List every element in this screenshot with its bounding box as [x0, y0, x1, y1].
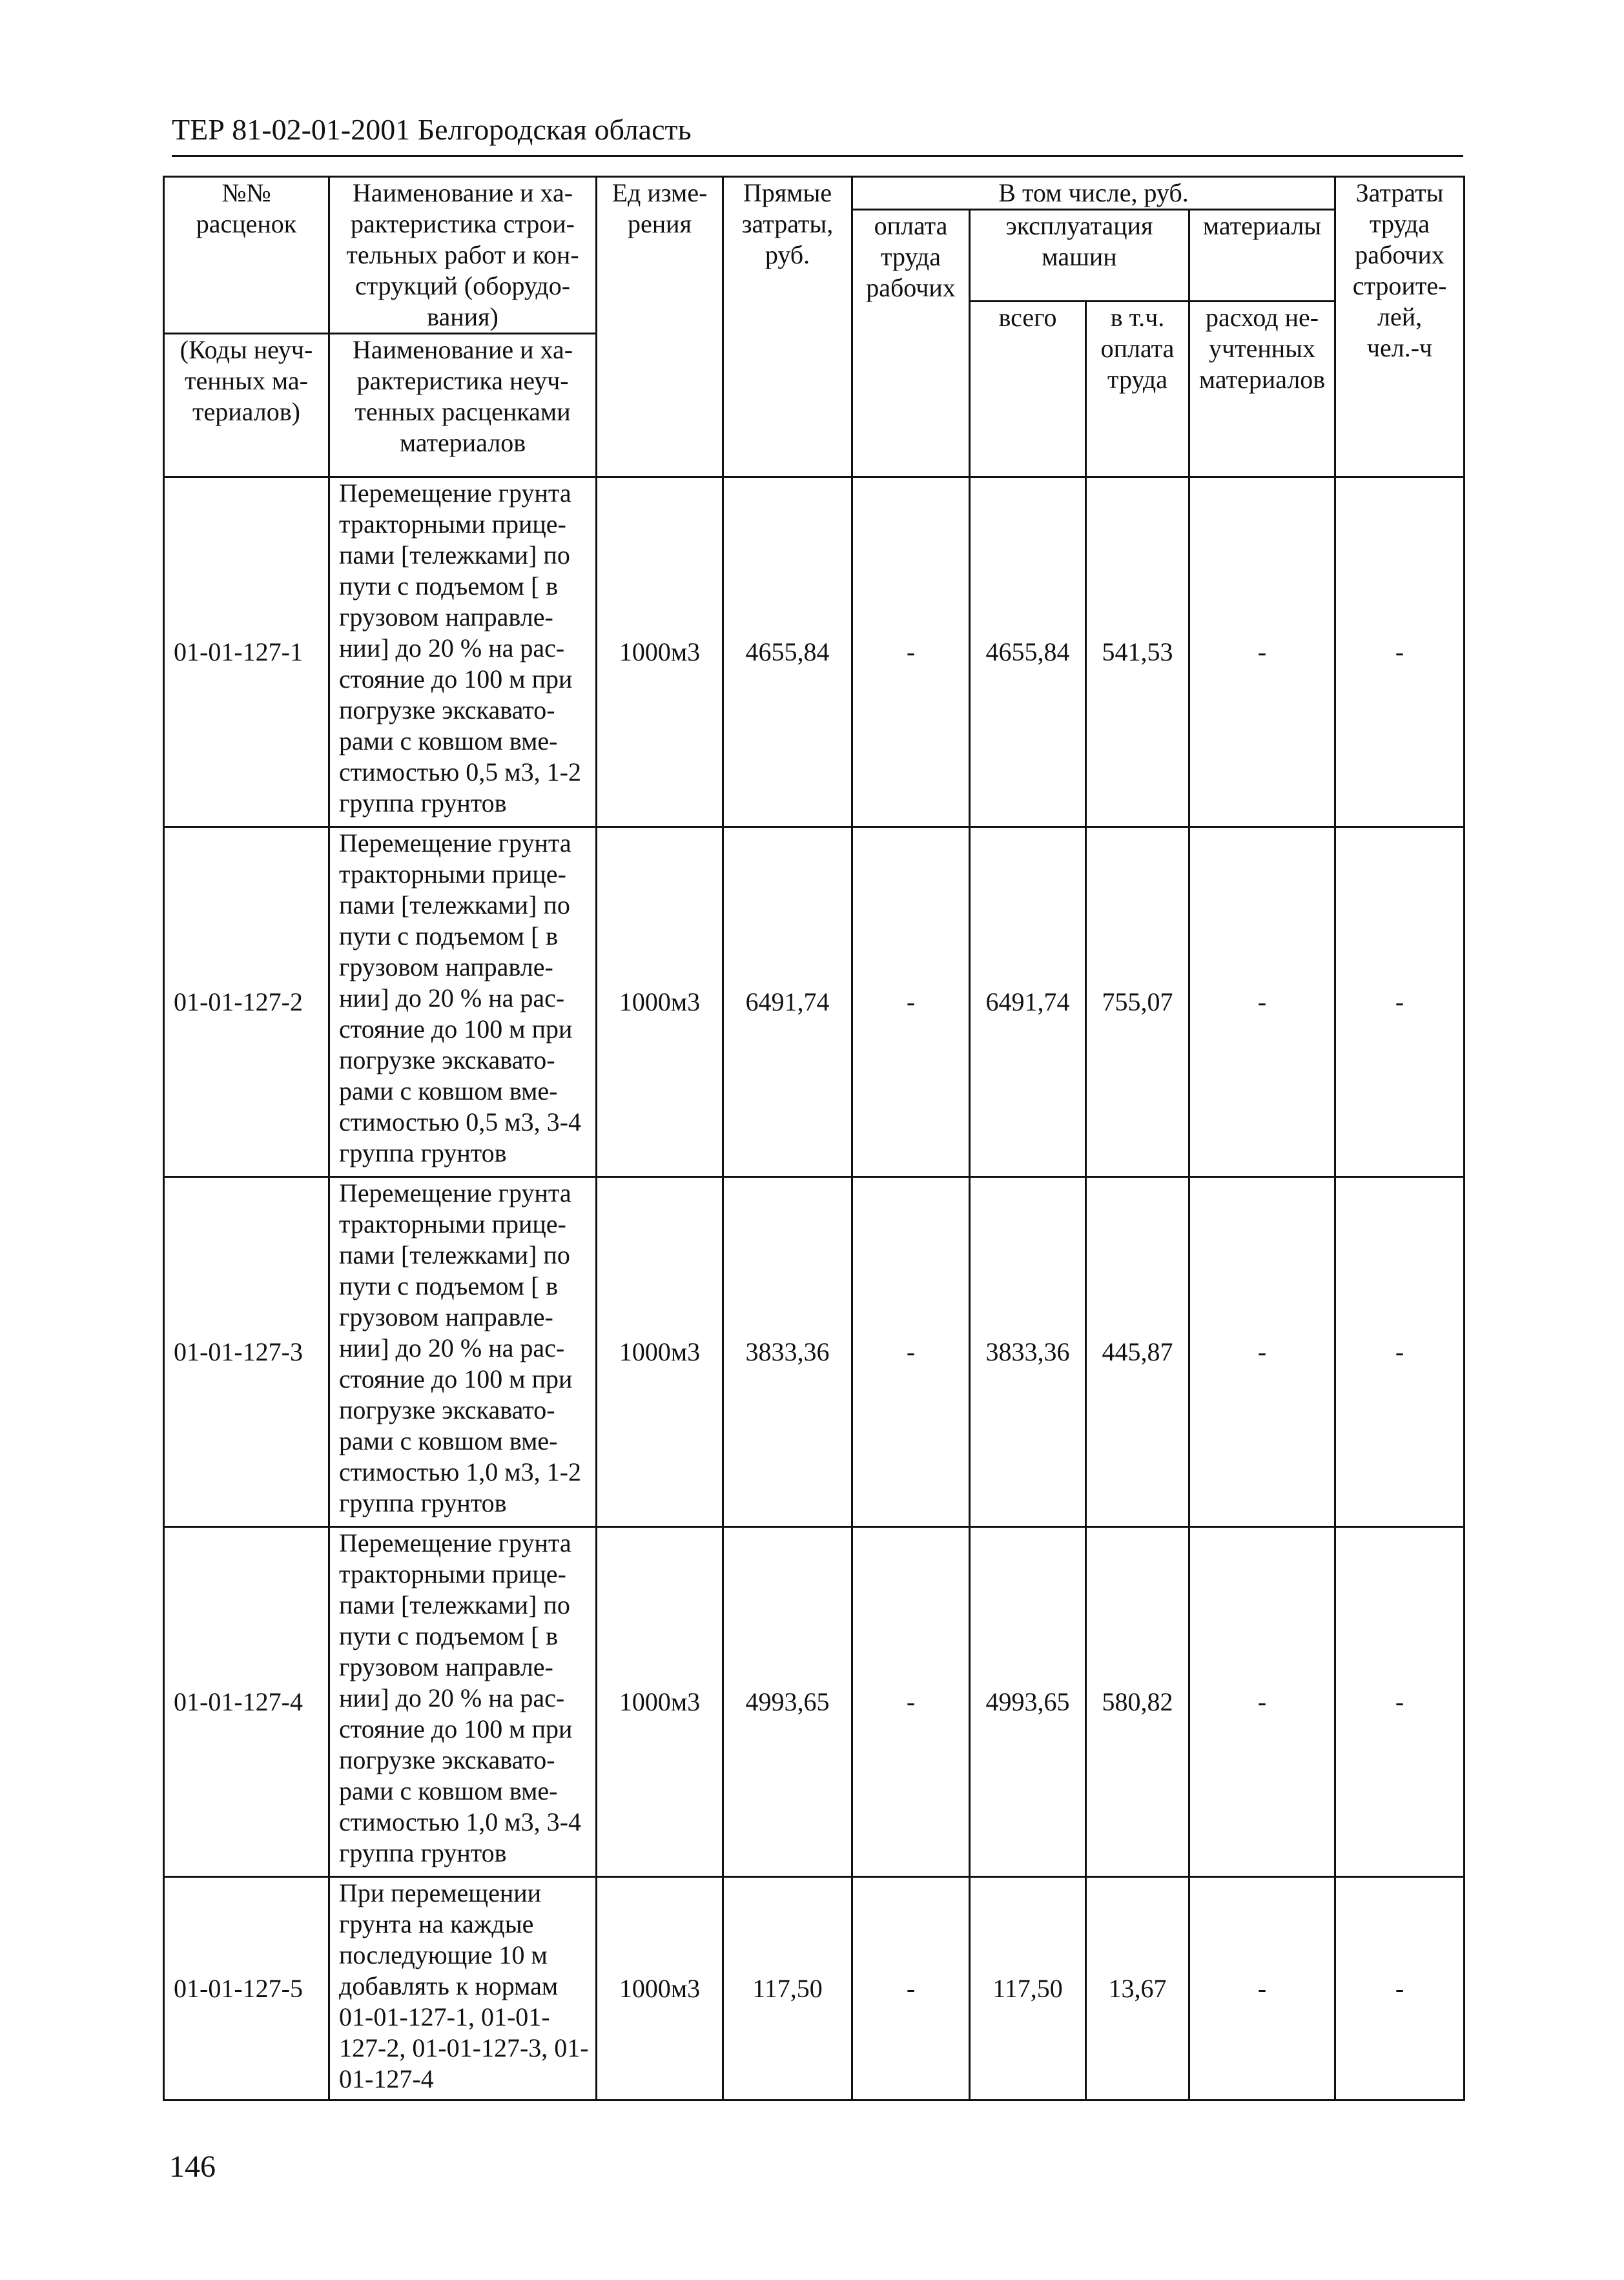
work-description: Перемещение грунта тракторными прице-пами [тележками] по пути с подъемом [ в грузовом направле-нии] до 20 % на рас-стояние до 100 м при погрузке экскавато-рами с ковшом вме-стимостью 1,0 м3, 1-2 группа грунтов — [329, 1177, 597, 1527]
page-header-title: ТЕР 81-02-01-2001 Белгородская область — [172, 113, 692, 146]
unit-of-measure: 1000м3 — [597, 827, 723, 1177]
work-description: При перемещении грунта на каждые последующие 10 м добавлять к нормам 01-01-127-1, 01-01-127-2, 01-01-127-3, 01-01-127-4 — [329, 1877, 597, 2100]
unit-of-measure: 1000м3 — [597, 477, 723, 827]
unit-of-measure: 1000м3 — [597, 1527, 723, 1877]
work-description: Перемещение грунта тракторными прице-пами [тележками] по пути с подъемом [ в грузовом направле-нии] до 20 % на рас-стояние до 100 м при погрузке экскавато-рами с ковшом вме-стимостью 0,5 м3, 1-2 группа грунтов — [329, 477, 597, 827]
rate-code: 01-01-127-1 — [164, 477, 329, 827]
workers-wages: - — [852, 1877, 970, 2100]
direct-costs: 3833,36 — [723, 1177, 852, 1527]
labor-costs: - — [1335, 1877, 1465, 2100]
work-description: Перемещение грунта тракторными прице-пами [тележками] по пути с подъемом [ в грузовом направле-нии] до 20 % на рас-стояние до 100 м при погрузке экскавато-рами с ковшом вме-стимостью 1,0 м3, 3-4 группа грунтов — [329, 1527, 597, 1877]
unaccounted-materials: - — [1189, 1527, 1335, 1877]
unit-of-measure: 1000м3 — [597, 1177, 723, 1527]
header-wages: оплата труда рабочих — [852, 210, 970, 477]
machines-wages: 580,82 — [1086, 1527, 1189, 1877]
table-row — [164, 827, 1465, 1177]
workers-wages: - — [852, 477, 970, 827]
unaccounted-materials: - — [1189, 1177, 1335, 1527]
rate-code: 01-01-127-2 — [164, 827, 329, 1177]
workers-wages: - — [852, 827, 970, 1177]
machines-total: 117,50 — [970, 1877, 1086, 2100]
direct-costs: 6491,74 — [723, 827, 852, 1177]
header-machines: эксплуатация машин — [970, 210, 1189, 302]
header-name-sub: Наименование и ха- рактеристика неуч- тенных расценками материалов — [329, 334, 597, 477]
header-unit: Ед изме- рения — [597, 177, 723, 477]
machines-total: 6491,74 — [970, 827, 1086, 1177]
unit-of-measure: 1000м3 — [597, 1877, 723, 2100]
work-description: Перемещение грунта тракторными прице-пами [тележками] по пути с подъемом [ в грузовом направле-нии] до 20 % на рас-стояние до 100 м при погрузке экскавато-рами с ковшом вме-стимостью 0,5 м3, 3-4 группа грунтов — [329, 827, 597, 1177]
header-machines-wages: в т.ч. оплата труда — [1086, 302, 1189, 477]
rate-code: 01-01-127-3 — [164, 1177, 329, 1527]
workers-wages: - — [852, 1527, 970, 1877]
machines-wages: 755,07 — [1086, 827, 1189, 1177]
machines-wages: 13,67 — [1086, 1877, 1189, 2100]
machines-total: 4655,84 — [970, 477, 1086, 827]
unaccounted-materials: - — [1189, 477, 1335, 827]
header-unaccounted: расход не- учтенных материалов — [1189, 302, 1335, 477]
header-labor: Затраты труда рабочих строите- лей, чел.-ч — [1335, 177, 1465, 477]
machines-wages: 445,87 — [1086, 1177, 1189, 1527]
header-including: В том числе, руб. — [852, 177, 1335, 210]
machines-total: 4993,65 — [970, 1527, 1086, 1877]
labor-costs: - — [1335, 477, 1465, 827]
page-number: 146 — [169, 2150, 216, 2184]
header-machines-total: всего — [970, 302, 1086, 477]
header-direct: Прямые затраты, руб. — [723, 177, 852, 477]
labor-costs: - — [1335, 1177, 1465, 1527]
table-row — [164, 1177, 1465, 1527]
machines-total: 3833,36 — [970, 1177, 1086, 1527]
header-code: №№ расценок — [164, 177, 329, 334]
table-row — [164, 477, 1465, 827]
table-row — [164, 1527, 1465, 1877]
header-materials: материалы — [1189, 210, 1335, 302]
header-rule — [172, 155, 1463, 157]
table-row — [164, 1877, 1465, 2100]
direct-costs: 4655,84 — [723, 477, 852, 827]
header-code-sub: (Коды неуч- тенных ма- териалов) — [164, 334, 329, 477]
unaccounted-materials: - — [1189, 827, 1335, 1177]
workers-wages: - — [852, 1177, 970, 1527]
header-name: Наименование и ха- рактеристика строи- тельных работ и кон- струкций (оборудо- вания) — [329, 177, 597, 334]
direct-costs: 117,50 — [723, 1877, 852, 2100]
rates-table — [163, 176, 1465, 2101]
machines-wages: 541,53 — [1086, 477, 1189, 827]
rate-code: 01-01-127-5 — [164, 1877, 329, 2100]
labor-costs: - — [1335, 827, 1465, 1177]
rate-code: 01-01-127-4 — [164, 1527, 329, 1877]
unaccounted-materials: - — [1189, 1877, 1335, 2100]
labor-costs: - — [1335, 1527, 1465, 1877]
direct-costs: 4993,65 — [723, 1527, 852, 1877]
